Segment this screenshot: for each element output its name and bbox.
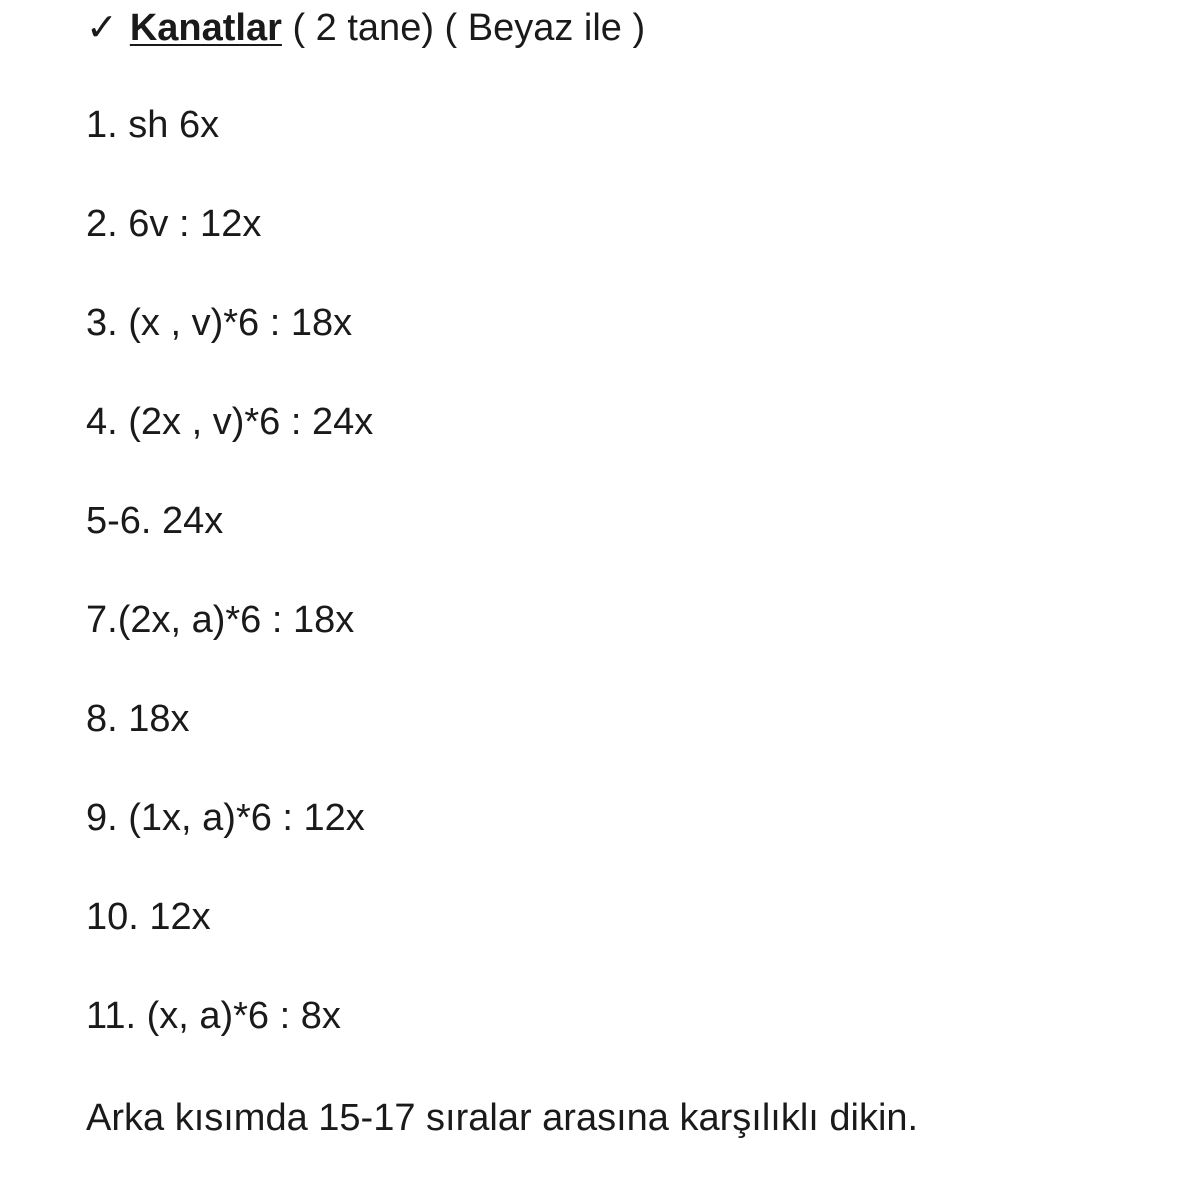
instruction-row: 2. 6v : 12x bbox=[86, 203, 262, 245]
instruction-list bbox=[86, 103, 373, 1093]
section-title: Kanatlar bbox=[129, 7, 282, 49]
instruction-row: 5-6. 24x bbox=[86, 500, 224, 542]
instruction-row: 10. 12x bbox=[86, 896, 211, 938]
instruction-row: 3. (x , v)*6 : 18x bbox=[86, 302, 353, 344]
assembly-note: Arka kısımda 15-17 sıralar arasına karşılıklı dikin. bbox=[86, 1097, 919, 1139]
instruction-row: 4. (2x , v)*6 : 24x bbox=[86, 401, 374, 443]
instruction-row: 11. (x, a)*6 : 8x bbox=[86, 995, 341, 1037]
instruction-row: 9. (1x, a)*6 : 12x bbox=[86, 797, 365, 839]
section-heading bbox=[86, 6, 645, 50]
checkmark-icon: ✓ bbox=[86, 7, 118, 49]
instruction-row: 8. 18x bbox=[86, 698, 190, 740]
instruction-row: 1. sh 6x bbox=[86, 104, 220, 146]
instruction-row: 7.(2x, a)*6 : 18x bbox=[86, 599, 355, 641]
section-subtitle: ( 2 tane) ( Beyaz ile ) bbox=[281, 7, 646, 49]
